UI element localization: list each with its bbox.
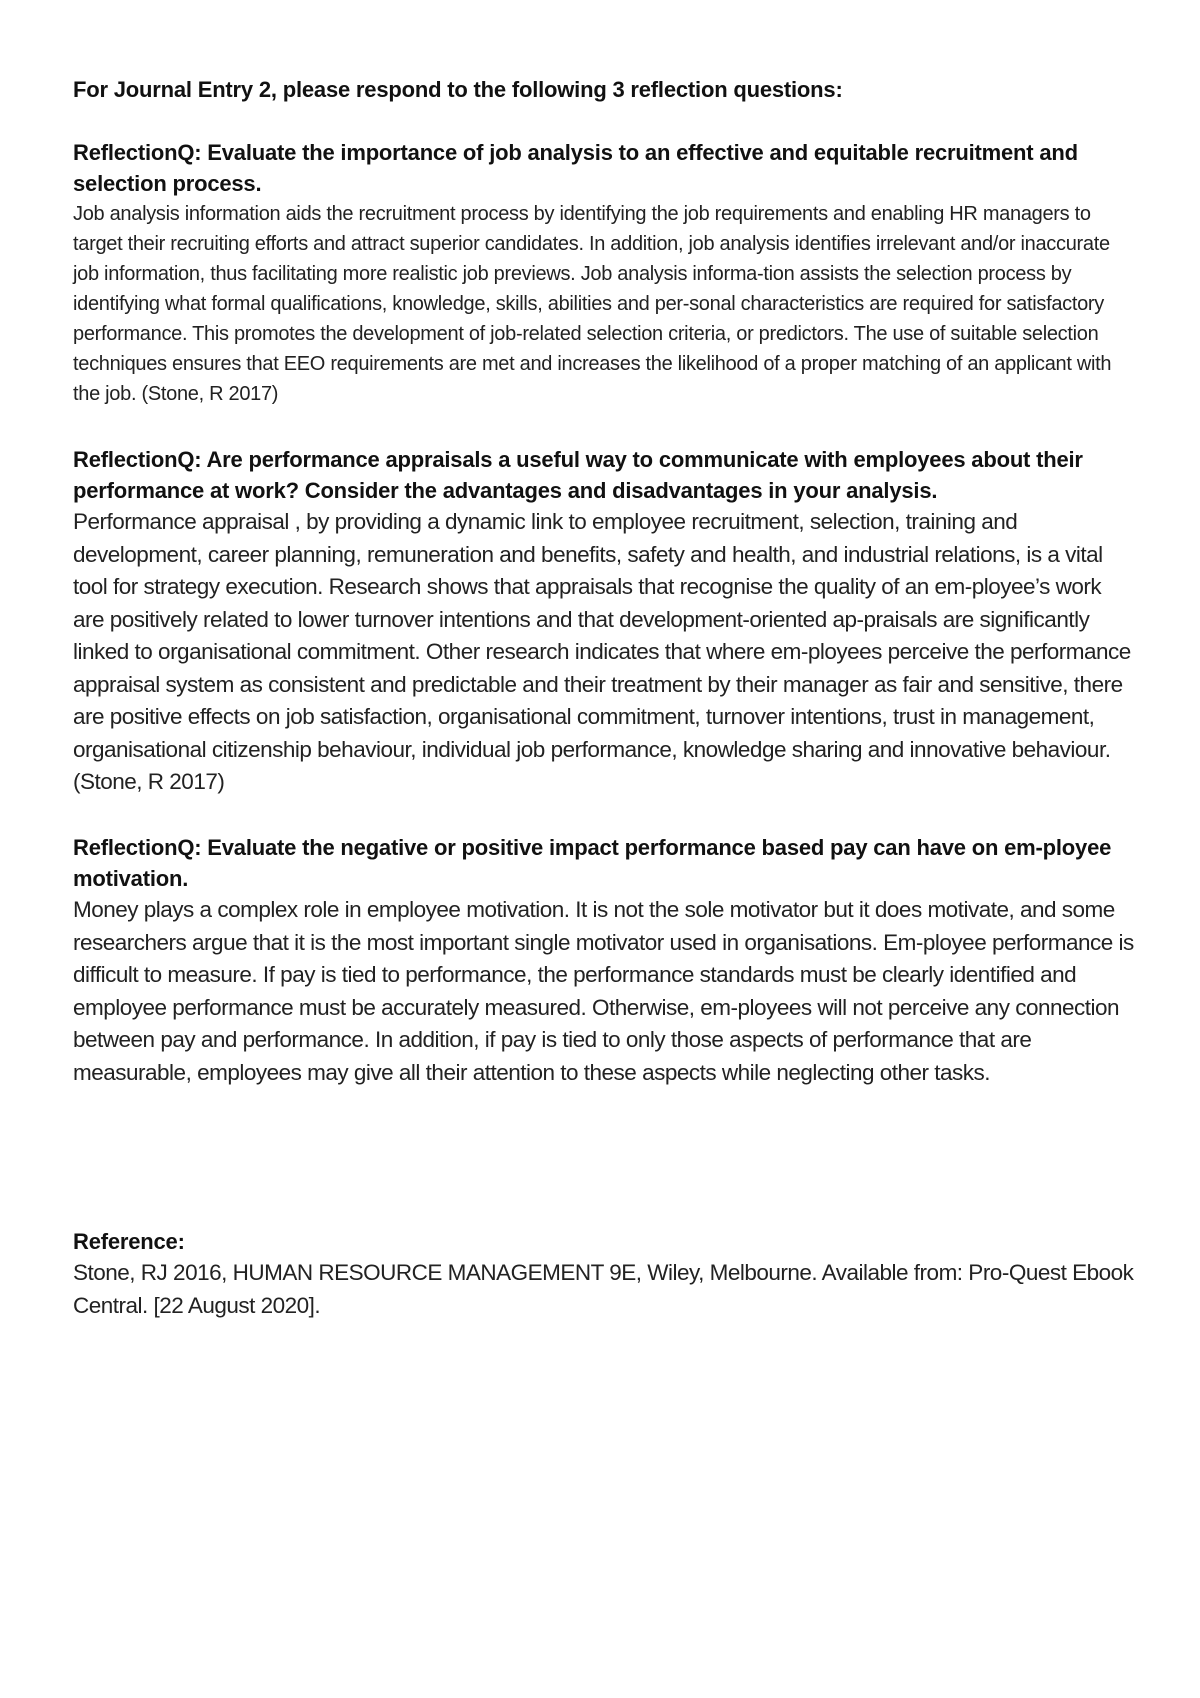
intro-heading: For Journal Entry 2, please respond to the following 3 reflection questions: <box>73 77 843 102</box>
reference-section <box>73 1226 1135 1322</box>
reference-heading: Reference: <box>73 1229 185 1254</box>
reflection-answer-3: Money plays a complex role in employee motivation. It is not the sole motivator but it does motivate, and some researchers argue that it is the most important single motivator used in organisations. Em-ployee performance is difficult to measure. If pay is tied to performance, the performance standards must be clearly identified and employee performance must be accurately measured. Otherwise, em-ployees will not perceive any connection between pay and performance. In addition, if pay is tied to only those aspects of performance that are measurable, employees may give all their attention to these aspects while neglecting other tasks. <box>73 897 1134 1085</box>
reflection-section-2 <box>73 444 1135 799</box>
reflection-section-3 <box>73 832 1135 1089</box>
reference-text: Stone, RJ 2016, HUMAN RESOURCE MANAGEMENT 9E, Wiley, Melbourne. Available from: Pro-Quest Ebook Central. [22 August 2020]. <box>73 1260 1134 1318</box>
reflection-answer-2: Performance appraisal , by providing a dynamic link to employee recruitment, selection, training and development, career planning, remuneration and benefits, safety and health, and industrial relations, is a vital tool for strategy execution. Research shows that appraisals that recognise the quality of an em-ployee’s work are positively related to lower turnover intentions and that development-oriented ap-praisals are significantly linked to organisational commitment. Other research indicates that where em-ployees perceive the performance appraisal system as consistent and predictable and their treatment by their manager as fair and sensitive, there are positive effects on job satisfaction, organisational commitment, turnover intentions, trust in management, organisational citizenship behaviour, individual job performance, knowledge sharing and innovative behaviour. (Stone, R 2017) <box>73 509 1131 794</box>
reflection-question-3: ReflectionQ: Evaluate the negative or positive impact performance based pay can have on em-ployee motivation. <box>73 835 1112 891</box>
reflection-answer-1: Job analysis information aids the recruitment process by identifying the job requirements and enabling HR managers to target their recruiting efforts and attract superior candidates. In addition, job analysis identifies irrelevant and/or inaccurate job information, thus facilitating more realistic job previews. Job analysis informa-tion assists the selection process by identifying what formal qualifications, knowledge, skills, abilities and per-sonal characteristics are required for satisfactory performance. This promotes the development of job-related selection criteria, or predictors. The use of suitable selection techniques ensures that EEO requirements are met and increases the likelihood of a proper matching of an applicant with the job. (Stone, R 2017) <box>73 203 1112 405</box>
reflection-question-1: ReflectionQ: Evaluate the importance of job analysis to an effective and equitable recruitment and selection process. <box>73 140 1078 196</box>
reflection-section-1 <box>73 137 1135 409</box>
reflection-question-2: ReflectionQ: Are performance appraisals a useful way to communicate with employees about their performance at work? Consider the advantages and disadvantages in your analysis. <box>73 447 1083 503</box>
